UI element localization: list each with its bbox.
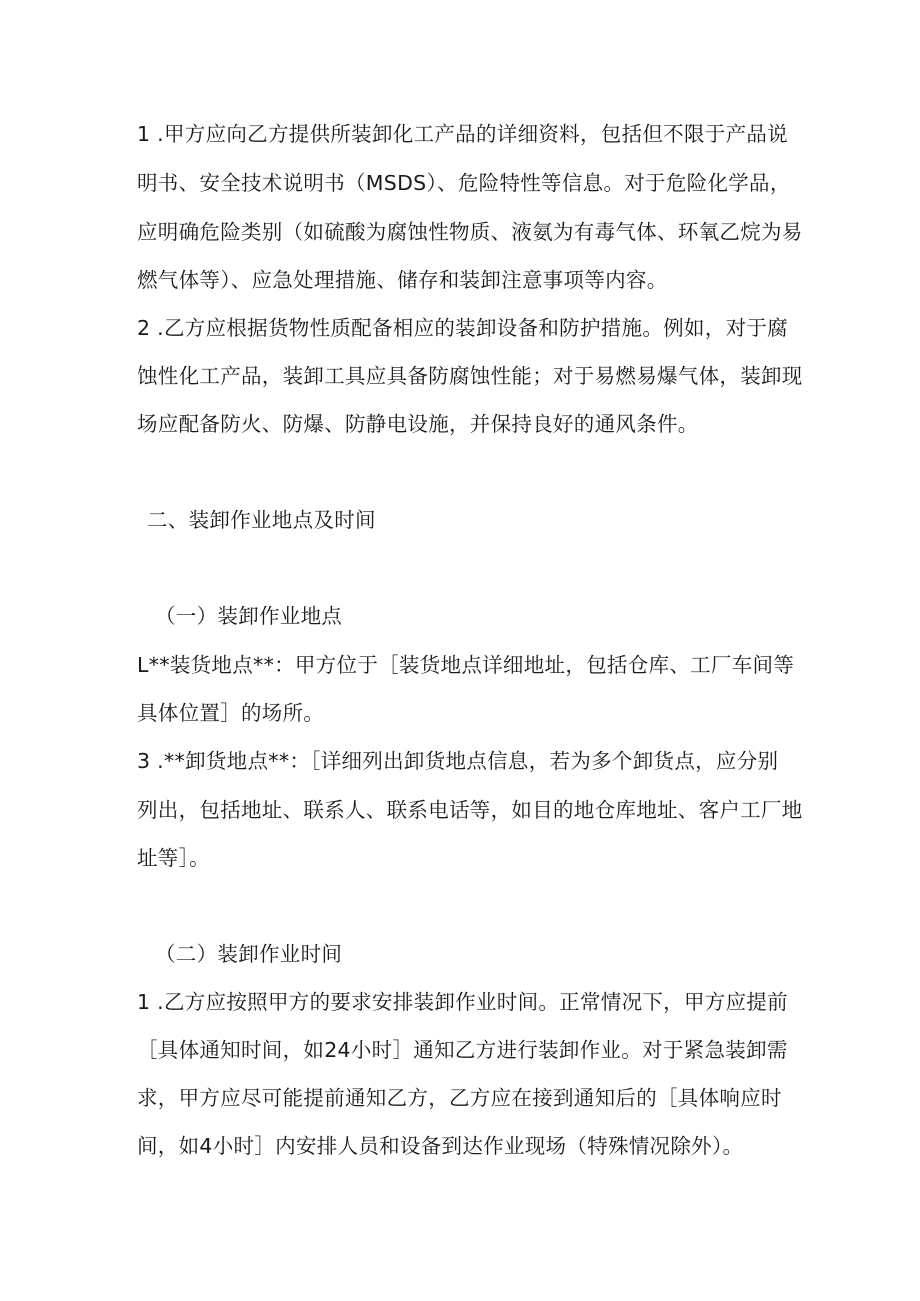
paragraph-1-line-1: 1 .甲方应向乙方提供所装卸化工产品的详细资料，包括但不限于产品说 bbox=[137, 122, 788, 146]
paragraph-2-line-1: 2 .乙方应根据货物性质配备相应的装卸设备和防护措施。例如，对于腐 bbox=[137, 316, 788, 340]
subsection-heading-location: （一）装卸作业地点 bbox=[155, 604, 343, 628]
unloading-location-line-1: 3 .**卸货地点**：［详细列出卸货地点信息，若为多个卸货点，应分别 bbox=[137, 749, 779, 773]
paragraph-2-line-3: 场应配备防火、防爆、防静电设施，并保持良好的通风条件。 bbox=[137, 412, 699, 436]
unloading-location-line-2: 列出，包括地址、联系人、联系电话等，如目的地仓库地址、客户工厂地 bbox=[137, 798, 803, 822]
loading-location-line-2: 具体位置］的场所。 bbox=[137, 701, 325, 725]
time-paragraph-line-3: 求，甲方应尽可能提前通知乙方，乙方应在接到通知后的［具体响应时 bbox=[137, 1086, 782, 1110]
paragraph-1-line-4: 燃气体等）、应急处理措施、储存和装卸注意事项等内容。 bbox=[137, 268, 668, 292]
time-paragraph-line-2: ［具体通知时间，如24小时］通知乙方进行装卸作业。对于紧急装卸需 bbox=[137, 1038, 788, 1062]
paragraph-1-line-3: 应明确危险类别（如硫酸为腐蚀性物质、液氨为有毒气体、环氧乙烷为易 bbox=[137, 220, 803, 244]
loading-location-line-1: L**装货地点**：甲方位于［装货地点详细地址，包括仓库、工厂车间等 bbox=[137, 653, 795, 677]
paragraph-1-line-2: 明书、安全技术说明书（MSDS）、危险特性等信息。对于危险化学品， bbox=[137, 171, 791, 195]
unloading-location-line-3: 址等］。 bbox=[137, 846, 210, 870]
time-paragraph-line-4: 间，如4小时］内安排人员和设备到达作业现场（特殊情况除外）。 bbox=[137, 1134, 744, 1158]
section-heading: 二、装卸作业地点及时间 bbox=[147, 508, 376, 532]
subsection-heading-time: （二）装卸作业时间 bbox=[155, 942, 343, 966]
paragraph-2-line-2: 蚀性化工产品，装卸工具应具备防腐蚀性能；对于易燃易爆气体，装卸现 bbox=[137, 364, 803, 388]
time-paragraph-line-1: 1 .乙方应按照甲方的要求安排装卸作业时间。正常情况下，甲方应提前 bbox=[137, 990, 788, 1014]
